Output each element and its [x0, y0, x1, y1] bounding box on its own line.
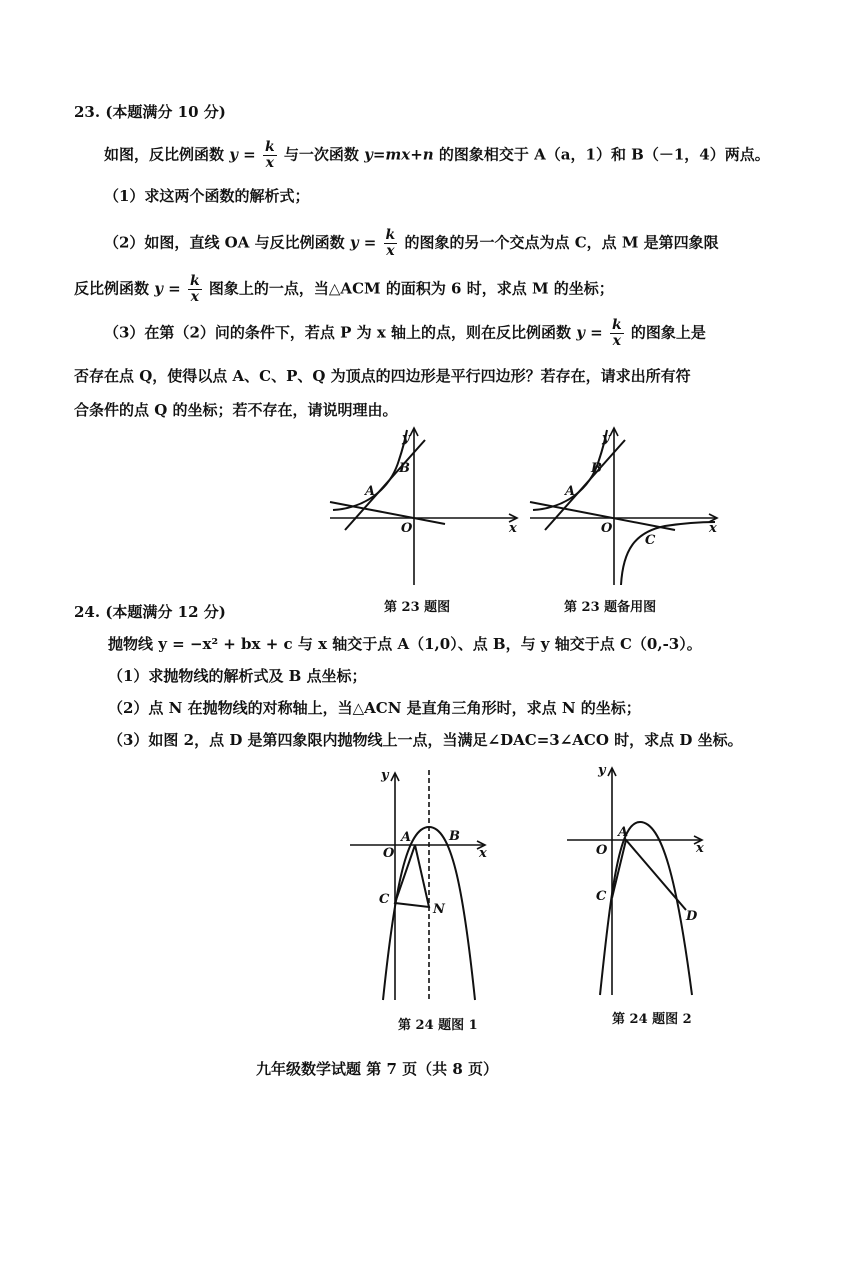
- label-c: C: [596, 889, 607, 904]
- q23-figure-caption: 第 23 题图: [384, 600, 451, 615]
- q23-intro: [104, 140, 770, 171]
- label-c: C: [645, 533, 656, 548]
- label-o: O: [383, 846, 395, 861]
- fraction-k-over-x: [263, 140, 277, 171]
- q23-p2-b: 的图象的另一个交点为点 C，点 M 是第四象限: [399, 233, 719, 252]
- q24-figure-2-caption: 第 24 题图 2: [612, 1012, 692, 1027]
- q23-intro-c: 的图象相交于 A（a，1）和 B（－1，4）两点。: [433, 145, 770, 164]
- q23-part1: （1）求这两个函数的解析式；: [104, 187, 310, 205]
- q23-p3-y: y: [576, 323, 585, 342]
- label-b: B: [449, 829, 460, 844]
- label-y: y: [381, 768, 389, 783]
- q23-part3-line2: 否存在点 Q，使得以点 A、C、P、Q 为顶点的四边形是平行四边形？若存在，请求出所有符: [74, 367, 691, 385]
- label-b: B: [591, 461, 602, 476]
- q24-intro: 抛物线 y = −x² + bx + c 与 x 轴交于点 A（1,0）、点 B，与 y 轴交于点 C（0,-3）。: [108, 635, 702, 653]
- q23-p3-eq: =: [584, 323, 608, 342]
- label-o: O: [601, 521, 613, 536]
- q23-p2-y2: y: [154, 279, 163, 298]
- q23-part3-line3: 合条件的点 Q 的坐标；若不存在，请说明理由。: [74, 401, 398, 419]
- q24-figure-2: [562, 760, 712, 1000]
- label-b: B: [399, 461, 410, 476]
- q23-spare-figure-caption: 第 23 题备用图: [564, 600, 657, 615]
- fraction-denominator: x: [265, 155, 274, 171]
- fraction-numerator: k: [611, 317, 622, 333]
- q24-figure-1: [345, 765, 495, 1005]
- q23-intro-a: 如图，反比例函数: [104, 145, 230, 164]
- q23-intro-y: y: [229, 145, 238, 164]
- q23-spare-figure: [525, 420, 725, 590]
- label-x: x: [509, 521, 517, 536]
- q23-p2-d: 图象上的一点，当△ACM 的面积为 6 时，求点 M 的坐标；: [203, 279, 614, 298]
- fraction-k-over-x: [188, 274, 202, 305]
- q23-part3-line1: [104, 318, 706, 349]
- fraction-numerator: k: [264, 139, 275, 155]
- q23-p3-b: 的图象上是: [625, 323, 706, 342]
- q23-part2-line2: [74, 274, 614, 305]
- q23-p2-y: y: [349, 233, 359, 252]
- label-x: x: [479, 846, 487, 861]
- q24-figure-1-caption: 第 24 题图 1: [398, 1018, 478, 1033]
- label-n: N: [433, 902, 445, 917]
- label-o: O: [401, 521, 413, 536]
- q23-intro-fn: y=mx+n: [364, 145, 434, 164]
- fraction-denominator: x: [190, 289, 199, 305]
- q24-part1: （1）求抛物线的解析式及 B 点坐标；: [108, 667, 367, 685]
- q23-p2-a: （2）如图，直线 OA 与反比例函数: [104, 233, 350, 252]
- label-a: A: [618, 825, 629, 840]
- fraction-k-over-x: [610, 318, 624, 349]
- fraction-numerator: k: [189, 273, 200, 289]
- label-x: x: [709, 521, 717, 536]
- label-c: C: [379, 892, 390, 907]
- parabola: [600, 822, 692, 995]
- fraction-denominator: x: [612, 333, 621, 349]
- page-footer: 九年级数学试题 第 7 页（共 8 页）: [256, 1060, 498, 1078]
- q23-p2-c: 反比例函数: [74, 279, 155, 298]
- label-a: A: [401, 830, 412, 845]
- label-y: y: [598, 763, 606, 778]
- q24-header: 24. (本题满分 12 分): [74, 603, 226, 621]
- label-a: A: [565, 484, 576, 499]
- label-a: A: [365, 484, 376, 499]
- q23-figure: [325, 420, 525, 590]
- hyperbola-branch-right: [621, 522, 715, 585]
- label-y: y: [402, 431, 410, 446]
- q23-part2-line1: [104, 228, 719, 259]
- label-d: D: [686, 909, 698, 924]
- linear-function-line: [345, 440, 425, 530]
- fraction-denominator: x: [386, 243, 395, 259]
- q23-header: 23. (本题满分 10 分): [74, 103, 226, 121]
- line-oa: [330, 502, 445, 524]
- q23-p2-eq2: =: [162, 279, 186, 298]
- label-x: x: [696, 841, 704, 856]
- label-y: y: [602, 431, 610, 446]
- q23-p3-a: （3）在第（2）问的条件下，若点 P 为 x 轴上的点，则在反比例函数: [104, 323, 577, 342]
- label-o: O: [596, 843, 608, 858]
- q23-intro-eq: =: [237, 145, 261, 164]
- q23-p2-eq: =: [358, 233, 382, 252]
- fraction-numerator: k: [385, 227, 396, 243]
- fraction-k-over-x: [384, 228, 398, 259]
- angle-lines-c-a-d: [612, 840, 686, 910]
- linear-function-line: [545, 440, 625, 530]
- q24-part2: （2）点 N 在抛物线的对称轴上，当△ACN 是直角三角形时，求点 N 的坐标；: [108, 699, 641, 717]
- q23-intro-b: 与一次函数: [278, 145, 365, 164]
- q24-part3: （3）如图 2，点 D 是第四象限内抛物线上一点，当满足∠DAC=3∠ACO 时，求点 D 坐标。: [108, 731, 743, 749]
